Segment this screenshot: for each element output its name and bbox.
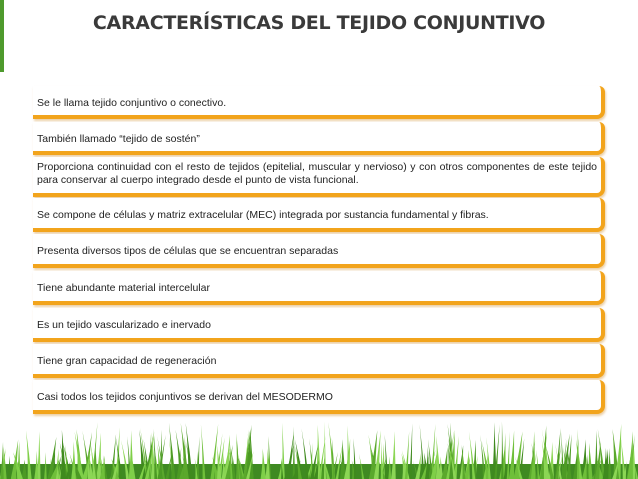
list-item-text: Proporciona continuidad con el resto de tejidos (epitelial, muscular y nervioso) y con otros componentes de este tejido para conservar al cuerpo integrado desde el punto de vista funcional.	[37, 161, 597, 186]
list-item-text: Presenta diversos tipos de células que se encuentran separadas	[37, 245, 339, 257]
grass-blade	[71, 441, 76, 479]
grass-blade	[217, 445, 221, 479]
grass-blade	[293, 426, 295, 479]
list-item	[33, 86, 605, 119]
list-item	[33, 198, 605, 232]
list-item	[33, 344, 605, 378]
list-item-text: Se le llama tejido conjuntivo o conectivo.	[37, 96, 227, 109]
list-item-text: Es un tejido vascularizado e inervado	[37, 319, 211, 331]
grass-blade	[324, 421, 326, 479]
list-item-text: También llamado “tejido de sostén”	[37, 132, 200, 145]
list-item-text: Se compone de células y matriz extracelular (MEC) integrada por sustancia fundamental y fibras.	[37, 209, 489, 221]
list-item-text: Casi todos los tejidos conjuntivos se derivan del MESODERMO	[37, 391, 333, 403]
slide-title: CARACTERÍSTICAS DEL TEJIDO CONJUNTIVO	[92, 12, 546, 34]
grass-blade	[501, 421, 503, 479]
grass-blade	[381, 441, 383, 479]
grass-decoration	[0, 420, 638, 479]
grass-blade	[261, 449, 266, 479]
list-item	[33, 157, 605, 197]
list-item	[33, 380, 605, 414]
list-item-text: Tiene abundante material intercelular	[37, 282, 210, 294]
list-item-text: Tiene gran capacidad de regeneración	[37, 355, 217, 367]
list-item	[33, 234, 605, 268]
list-item	[33, 308, 605, 342]
list-item	[33, 122, 605, 155]
grass-blade	[340, 439, 346, 479]
list-item	[33, 271, 605, 305]
